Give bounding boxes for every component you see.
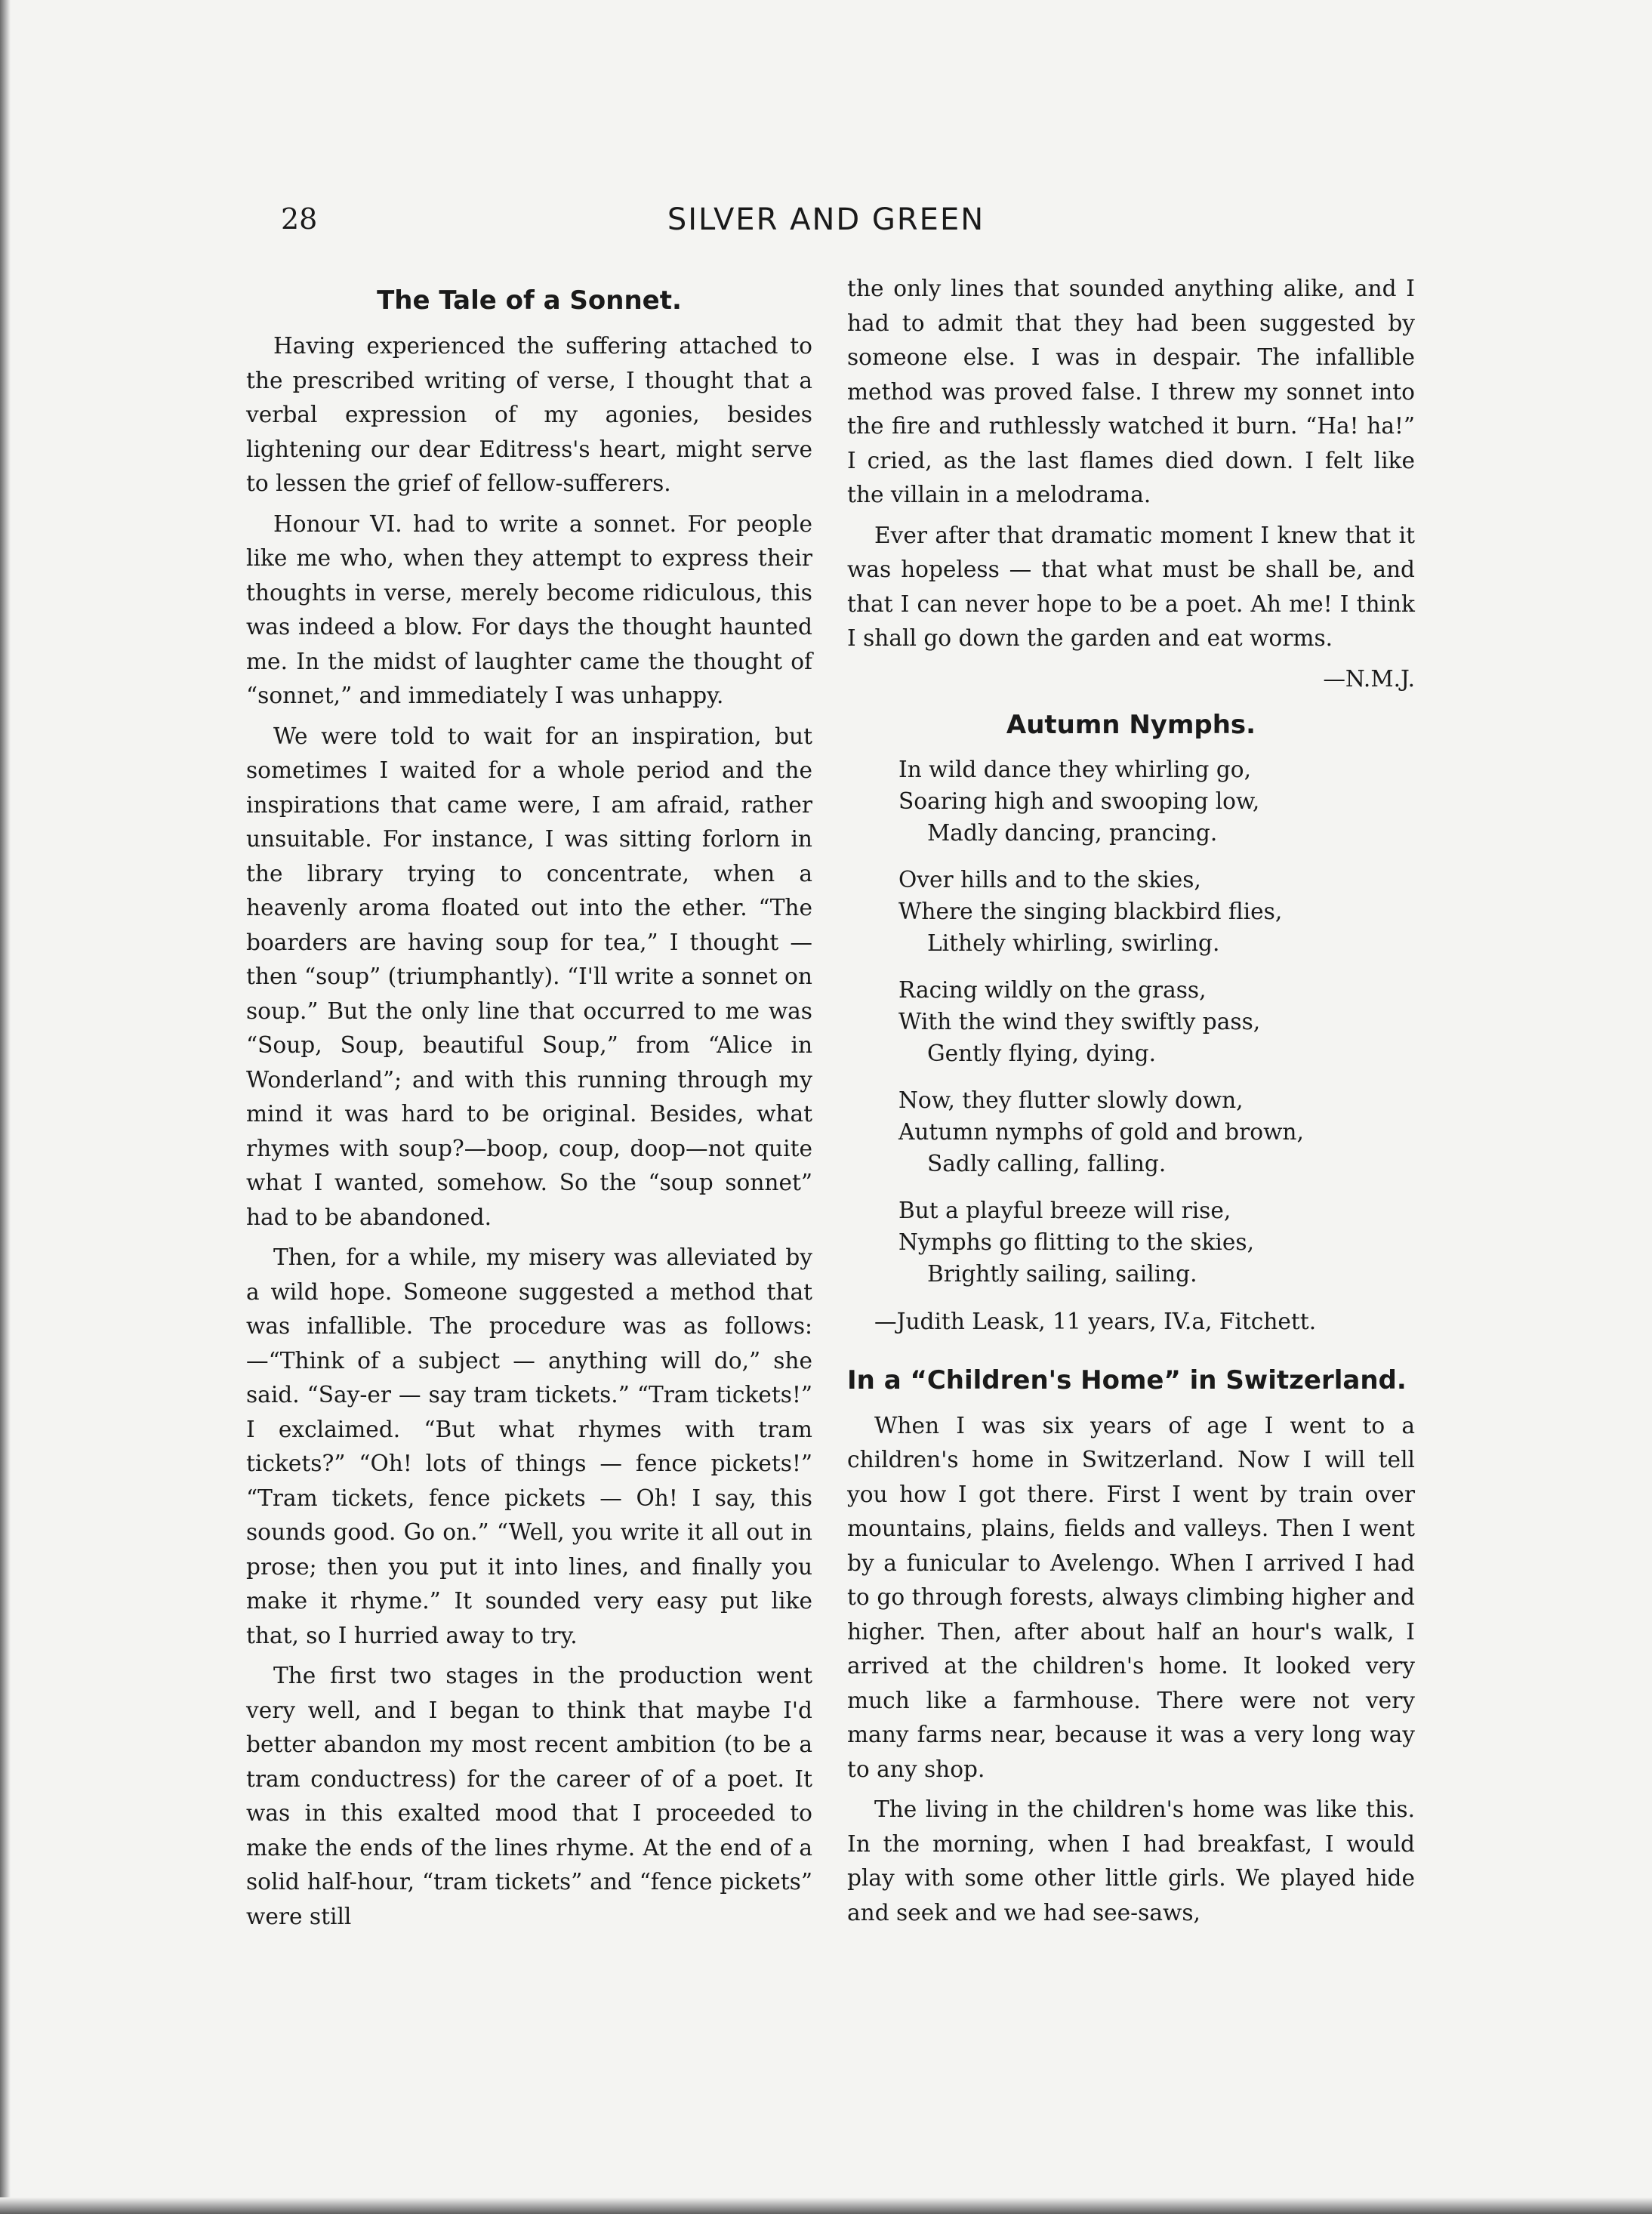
poem-credit: —Judith Leask, 11 years, IV.a, Fitchett.	[874, 1309, 1317, 1334]
sonnet-paragraph: The first two stages in the production went very well, and I began to think that maybe I'd better abandon my most recent ambition (to be a tram conductress) for the career of of a poet. It was in this exalted mood that I proceeded to make the ends of the lines rhyme. At the end of a solid half-hour, “tram tickets” and “fence pickets” were still	[246, 1663, 812, 1929]
sonnet-paragraph-continued: Ever after that dramatic moment I knew that it was hopeless — that what must be shall be, and that I can never hope to be a poet. Ah me! I think I shall go down the garden and eat worms.	[847, 522, 1415, 651]
page-number: 28	[281, 202, 318, 236]
page-edge-shadow-left	[0, 0, 11, 2214]
poem-stanza	[898, 974, 1415, 1069]
sonnet-paragraph: Then, for a while, my misery was alleviated by a wild hope. Someone suggested a method that was infallible. The procedure was as follows:—“Think of a subject — anything will do,” she said. “Say-er — say tram tickets.” “Tram tickets!” I exclaimed. “But what rhymes with tram tickets?” “Oh! lots of things — fence pickets!” “Tram tickets, fence pickets — Oh! I say, this sounds good. Go on.” “Well, you write it all out in prose; then you put it into lines, and finally you make it rhyme.” It sounded very easy put like that, so I hurried away to try.	[246, 1244, 812, 1648]
poem-line: Nymphs go flitting to the skies,	[898, 1229, 1254, 1255]
sonnet-article-title: The Tale of a Sonnet.	[377, 285, 682, 316]
sonnet-paragraph: Honour VI. had to write a sonnet. For people like me who, when they attempt to express their thoughts in verse, merely become ridiculous, this was indeed a blow. For days the thought haunted me. In the midst of laughter came the thought of “sonnet,” and immediately I was unhappy.	[246, 510, 812, 708]
poem-line: Now, they flutter slowly down,	[898, 1087, 1244, 1113]
poem-stanza	[898, 754, 1415, 849]
poem-line: But a playful breeze will rise,	[898, 1198, 1231, 1223]
poem-stanza	[898, 1084, 1415, 1179]
left-column	[246, 272, 812, 1940]
sonnet-signature: —N.M.J.	[1323, 665, 1415, 692]
poem-line: Brightly sailing, sailing.	[927, 1261, 1197, 1287]
poem-line: Where the singing blackbird flies,	[898, 899, 1283, 924]
switzerland-article-title: In a “Children's Home” in Switzerland.	[847, 1364, 1407, 1395]
switzerland-paragraph: The living in the children's home was like this. In the morning, when I had breakfast, I would play with some other little girls. We played hide and seek and we had see-saws,	[847, 1796, 1415, 1926]
page-edge-shadow-bottom	[0, 2197, 1652, 2214]
poem-line: Soaring high and swooping low,	[898, 788, 1260, 814]
poem-title: Autumn Nymphs.	[1006, 710, 1256, 740]
running-head: SILVER AND GREEN	[667, 202, 985, 237]
poem-line: Sadly calling, falling.	[927, 1151, 1167, 1176]
poem-line: Lithely whirling, swirling.	[927, 930, 1220, 956]
poem-line: Over hills and to the skies,	[898, 867, 1201, 893]
poem-line: Madly dancing, prancing.	[927, 820, 1218, 846]
poem-stanza	[898, 864, 1415, 959]
switzerland-paragraph: When I was six years of age I went to a children's home in Switzerland. Now I will tell you how I got there. First I went by train over mountains, plains, fields and valleys. Then I went by a funicular to Avelengo. When I arrived I had to go through forests, always climbing higher and higher. Then, after about half an hour's walk, I arrived at the children's home. It looked very much like a farmhouse. There were not very many farms near, because it was a very long way to any shop.	[847, 1412, 1415, 1782]
sonnet-paragraph: Having experienced the suffering attached to the prescribed writing of verse, I thought that a verbal expression of my agonies, besides lightening our dear Editress's heart, might serve to lessen the grief of fellow-sufferers.	[246, 333, 812, 496]
sonnet-paragraph: We were told to wait for an inspiration, but sometimes I waited for a whole period and the inspirations that came were, I am afraid, rather unsuitable. For instance, I was sitting forlorn in the library trying to concentrate, when a heavenly aroma floated out into the ether. “The boarders are having soup for tea,” I thought — then “soup” (triumphantly). “I'll write a sonnet on soup.” But the only line that occurred to me was “Soup, Soup, beautiful Soup,” from “Alice in Wonderland”; and with this running through my mind it was hard to be original. Besides, what rhymes with soup?—boop, coup, doop—not quite what I wanted, somehow. So the “soup sonnet” had to be abandoned.	[246, 723, 812, 1230]
right-column	[847, 272, 1415, 1936]
sonnet-paragraph-continued: the only lines that sounded anything alike, and I had to admit that they had been suggested by someone else. I was in despair. The infallible method was proved false. I threw my sonnet into the fire and ruthlessly watched it burn. “Ha! ha!” I cried, as the last flames died down. I felt like the villain in a melodrama.	[847, 276, 1415, 507]
poem-line: With the wind they swiftly pass,	[898, 1009, 1261, 1035]
poem-line: Gently flying, dying.	[927, 1041, 1156, 1066]
poem-line: Autumn nymphs of gold and brown,	[898, 1119, 1304, 1145]
poem-line: Racing wildly on the grass,	[898, 977, 1207, 1003]
poem-line: In wild dance they whirling go,	[898, 757, 1252, 782]
poem-stanza	[898, 1195, 1415, 1290]
